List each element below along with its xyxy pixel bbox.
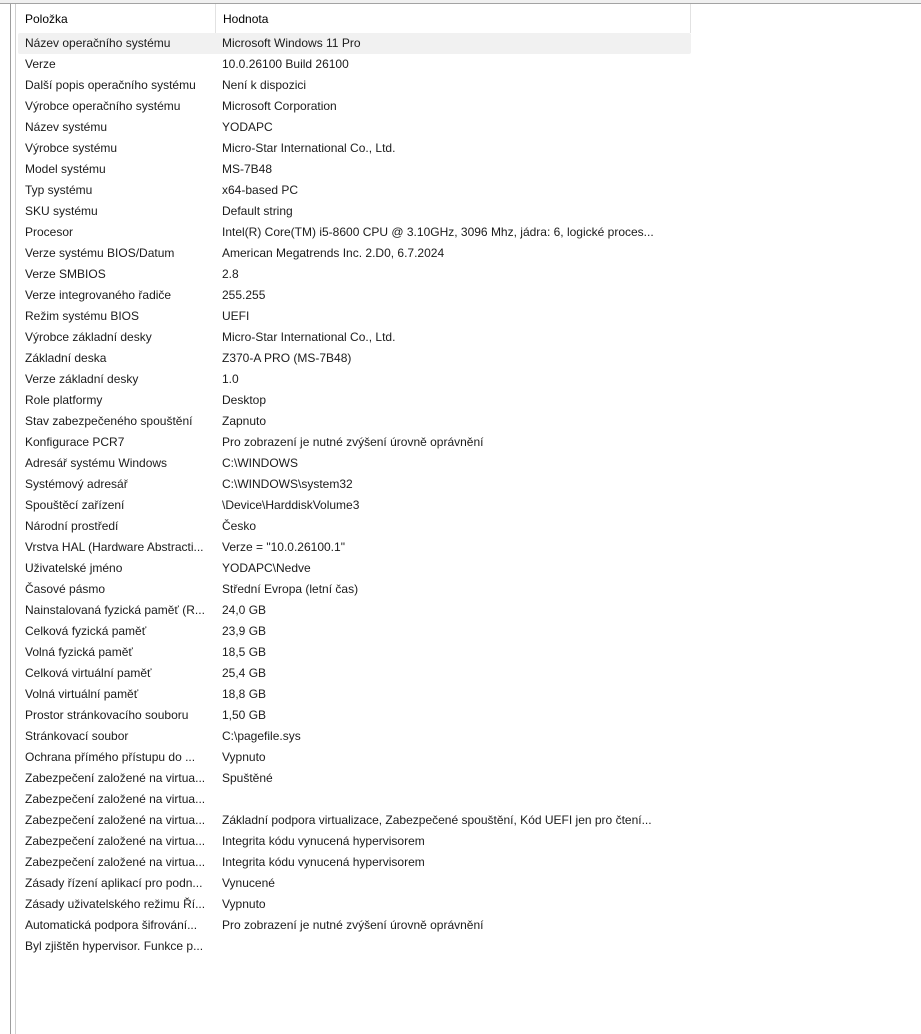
row-value: Pro zobrazení je nutné zvýšení úrovně oprávnění: [222, 918, 484, 932]
table-row[interactable]: [18, 243, 691, 264]
row-item-label: Verze základní desky: [25, 372, 139, 386]
table-row[interactable]: [18, 453, 691, 474]
table-rows: [18, 33, 691, 957]
row-item-label: Výrobce operačního systému: [25, 99, 181, 113]
row-value: Integrita kódu vynucená hypervisorem: [222, 834, 425, 848]
table-row[interactable]: [18, 201, 691, 222]
row-item-label: Vrstva HAL (Hardware Abstracti...: [25, 540, 204, 554]
row-value: 1,50 GB: [222, 708, 267, 722]
table-row[interactable]: [18, 411, 691, 432]
table-row[interactable]: [18, 369, 691, 390]
table-row[interactable]: [18, 495, 691, 516]
table-row[interactable]: [18, 180, 691, 201]
row-item-label: Role platformy: [25, 393, 103, 407]
row-item-label: Uživatelské jméno: [25, 561, 123, 575]
row-item-label: Základní deska: [25, 351, 107, 365]
row-item-label: Systémový adresář: [25, 477, 128, 491]
table-row[interactable]: [18, 600, 691, 621]
row-value: C:\pagefile.sys: [222, 729, 301, 743]
row-value: x64-based PC: [222, 183, 299, 197]
table-row[interactable]: [18, 558, 691, 579]
row-value: Vynucené: [222, 876, 275, 890]
row-item-label: Automatická podpora šifrování...: [25, 918, 198, 932]
row-item-label: Zabezpečení založené na virtua...: [25, 834, 206, 848]
table-row[interactable]: [18, 747, 691, 768]
pane-splitter[interactable]: [10, 4, 11, 1034]
row-item-label: Nainstalovaná fyzická paměť (R...: [25, 603, 205, 617]
row-value: Česko: [222, 519, 257, 533]
row-item-label: Zabezpečení založené na virtua...: [25, 771, 206, 785]
row-value: MS-7B48: [222, 162, 273, 176]
column-header-item[interactable]: Položka: [25, 11, 68, 26]
row-item-label: Zabezpečení založené na virtua...: [25, 813, 206, 827]
table-row[interactable]: [18, 432, 691, 453]
row-value: 25,4 GB: [222, 666, 267, 680]
row-item-label: Verze SMBIOS: [25, 267, 106, 281]
row-item-label: Model systému: [25, 162, 106, 176]
row-value: Microsoft Windows 11 Pro: [222, 36, 361, 50]
row-item-label: Verze: [25, 57, 56, 71]
row-value: 18,5 GB: [222, 645, 267, 659]
row-item-label: Národní prostředí: [25, 519, 119, 533]
row-value: Vypnuto: [222, 750, 266, 764]
row-value: Microsoft Corporation: [222, 99, 337, 113]
row-item-label: Zásady řízení aplikací pro podn...: [25, 876, 203, 890]
table-row[interactable]: [18, 684, 691, 705]
table-row[interactable]: [18, 642, 691, 663]
row-value: Střední Evropa (letní čas): [222, 582, 359, 596]
table-row[interactable]: [18, 810, 691, 831]
table-row[interactable]: [18, 537, 691, 558]
row-item-label: Výrobce systému: [25, 141, 118, 155]
row-value: Intel(R) Core(TM) i5-8600 CPU @ 3.10GHz, 3096 Mhz, jádra: 6, logické proces...: [222, 225, 654, 239]
row-item-label: Název operačního systému: [25, 36, 171, 50]
row-item-label: Výrobce základní desky: [25, 330, 152, 344]
row-value: 24,0 GB: [222, 603, 267, 617]
row-item-label: Režim systému BIOS: [25, 309, 140, 323]
row-item-label: Stav zabezpečeného spouštění: [25, 414, 193, 428]
row-value: \Device\HarddiskVolume3: [222, 498, 360, 512]
row-item-label: Celková fyzická paměť: [25, 624, 147, 638]
row-value: YODAPC: [222, 120, 273, 134]
row-value: Není k dispozici: [222, 78, 307, 92]
list-pane-left-border: [15, 4, 16, 1034]
row-value: 2.8: [222, 267, 239, 281]
row-value: Default string: [222, 204, 293, 218]
row-item-label: Verze integrovaného řadiče: [25, 288, 172, 302]
row-value: [215, 936, 691, 957]
row-value: Micro-Star International Co., Ltd.: [222, 141, 396, 155]
table-row[interactable]: [18, 936, 691, 957]
row-item-label: Volná fyzická paměť: [25, 645, 133, 659]
row-value: UEFI: [222, 309, 250, 323]
row-item-label: Celková virtuální paměť: [25, 666, 152, 680]
table-row[interactable]: [18, 117, 691, 138]
row-value: 1.0: [222, 372, 239, 386]
row-item-label: Název systému: [25, 120, 108, 134]
row-value: Základní podpora virtualizace, Zabezpečené spouštění, Kód UEFI jen pro čtení...: [222, 813, 652, 827]
row-value: Zapnuto: [222, 414, 267, 428]
table-row[interactable]: [18, 621, 691, 642]
table-row[interactable]: [18, 852, 691, 873]
row-item-label: Adresář systému Windows: [25, 456, 168, 470]
row-item-label: Ochrana přímého přístupu do ...: [25, 750, 196, 764]
row-value: Vypnuto: [222, 897, 266, 911]
row-value: 255.255: [222, 288, 266, 302]
row-item-label: Prostor stránkovacího souboru: [25, 708, 189, 722]
row-item-label: Konfigurace PCR7: [25, 435, 125, 449]
row-value: Micro-Star International Co., Ltd.: [222, 330, 396, 344]
table-row[interactable]: [18, 264, 691, 285]
table-row[interactable]: [18, 474, 691, 495]
row-item-label: SKU systému: [25, 204, 98, 218]
row-item-label: Procesor: [25, 225, 74, 239]
row-value: Pro zobrazení je nutné zvýšení úrovně oprávnění: [222, 435, 484, 449]
table-row[interactable]: [18, 915, 691, 936]
row-value: [215, 789, 691, 810]
table-row[interactable]: [18, 33, 691, 54]
row-item-label: Spouštěcí zařízení: [25, 498, 125, 512]
table-row[interactable]: [18, 894, 691, 915]
row-value: Z370-A PRO (MS-7B48): [222, 351, 352, 365]
table-row[interactable]: [18, 222, 691, 243]
row-value: Spuštěné: [222, 771, 273, 785]
table-row[interactable]: [18, 96, 691, 117]
table-row[interactable]: [18, 327, 691, 348]
row-value: Integrita kódu vynucená hypervisorem: [222, 855, 425, 869]
table-row[interactable]: [18, 726, 691, 747]
table-row[interactable]: [18, 159, 691, 180]
table-row[interactable]: [18, 138, 691, 159]
table-row[interactable]: [18, 768, 691, 789]
row-item-label: Typ systému: [25, 183, 93, 197]
row-item-label: Zabezpečení založené na virtua...: [25, 855, 206, 869]
row-value: C:\WINDOWS: [222, 456, 298, 470]
table-row[interactable]: [18, 873, 691, 894]
column-header-row: [18, 4, 691, 33]
table-row[interactable]: [18, 285, 691, 306]
table-row[interactable]: [18, 54, 691, 75]
row-item-label: Zásady uživatelského režimu Ří...: [25, 897, 206, 911]
row-value: 10.0.26100 Build 26100: [222, 57, 349, 71]
row-value: C:\WINDOWS\system32: [222, 477, 353, 491]
column-header-value[interactable]: Hodnota: [215, 4, 691, 33]
table-row[interactable]: [18, 789, 691, 810]
row-value: Verze = "10.0.26100.1": [222, 540, 345, 554]
table-row[interactable]: [18, 390, 691, 411]
table-row[interactable]: [18, 516, 691, 537]
table-row[interactable]: [18, 705, 691, 726]
system-summary-list: [18, 4, 691, 957]
row-item-label: Stránkovací soubor: [25, 729, 129, 743]
table-row[interactable]: [18, 831, 691, 852]
row-value: YODAPC\Nedve: [222, 561, 311, 575]
row-item-label: Další popis operačního systému: [25, 78, 196, 92]
row-value: American Megatrends Inc. 2.D0, 6.7.2024: [222, 246, 445, 260]
table-row[interactable]: [18, 579, 691, 600]
row-item-label: Byl zjištěn hypervisor. Funkce p...: [25, 939, 204, 953]
row-item-label: Časové pásmo: [25, 582, 106, 596]
table-row[interactable]: [18, 306, 691, 327]
row-item-label: Verze systému BIOS/Datum: [25, 246, 175, 260]
table-row[interactable]: [18, 75, 691, 96]
row-item-label: Volná virtuální paměť: [25, 687, 139, 701]
row-value: 18,8 GB: [222, 687, 267, 701]
table-row[interactable]: [18, 348, 691, 369]
row-item-label: Zabezpečení založené na virtua...: [25, 792, 206, 806]
row-value: 23,9 GB: [222, 624, 267, 638]
table-row[interactable]: [18, 663, 691, 684]
row-value: Desktop: [222, 393, 267, 407]
